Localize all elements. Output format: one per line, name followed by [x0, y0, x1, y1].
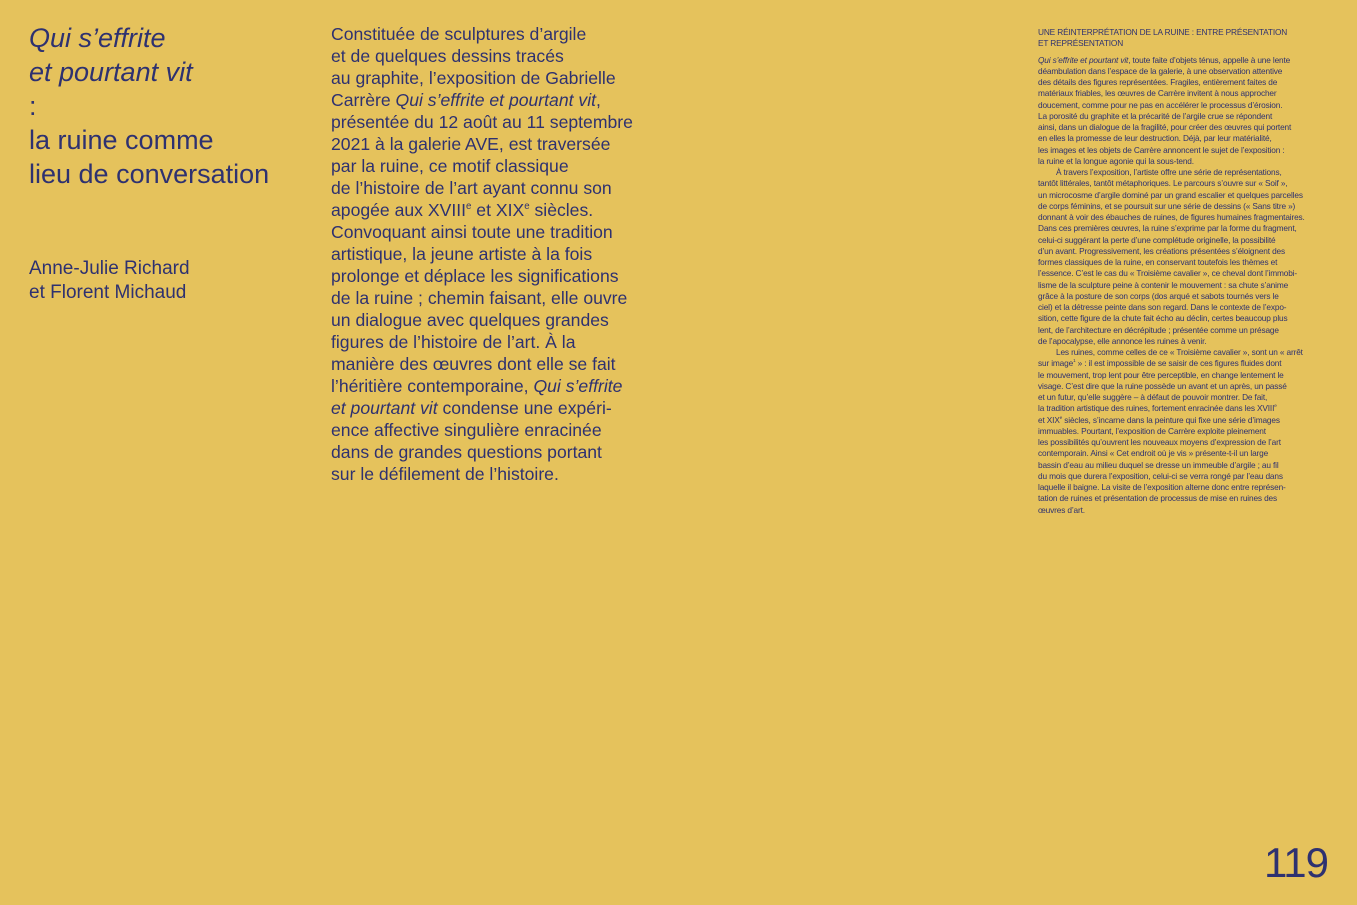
- intro-line: Carrère Qui s’effrite et pourtant vit,: [331, 90, 601, 110]
- intro-line: Constituée de sculptures d’argile: [331, 24, 587, 44]
- intro-paragraph: [331, 23, 631, 485]
- exhibition-title: Qui s’effrite et pourtant vit: [395, 90, 596, 110]
- intro-line: 2021 à la galerie AVE, est traversée: [331, 134, 611, 154]
- paragraph-3: Les ruines, comme celles de ce « Troisième cavalier », sont un « arrêt sur image$^1$ » : il est impossible de se saisir de ces figures fluides dont le mouvement, trop lent pour être perceptible, en change lentement le visage. C’est dire que la ruine possède un avant et un après, un passé et un futur, qu’elle suggère – à défaut de pouvoir montrer. De fait, la tradition artistique des ruines, fortement enracinée dans les XVIIIe et XIXe siècles, s’incarne dans la peinture qui fixe une série d’images immuables. Pourtant, l’exposition de Carrère exploite pleinement les possibilités qu’ouvrent les nouveaux moyens d’expression de l’art contemporain. Ainsi « Cet endroit où je vis » présente-t-il un large bassin d’eau au milieu duquel se dresse un immeuble d’argile ; au fil du mois que durera l’exposition, celui-ci se verra rongé par l’eau dans laquelle il baigne. La visite de l’exposition alterne donc entre représen- tation de ruines et présentation de processus de mise en ruines des œuvres d’art.: [1038, 347, 1303, 515]
- intro-line: manière des œuvres dont elle se fait: [331, 354, 616, 374]
- author-line-2: et Florent Michaud: [29, 282, 187, 303]
- page-number: 119: [1264, 839, 1328, 886]
- title-line-1: la ruine comme: [29, 125, 214, 155]
- intro-line: et pourtant vit condense une expéri-: [331, 398, 612, 418]
- intro-line: de l’histoire de l’art ayant connu son: [331, 178, 612, 198]
- intro-line: et de quelques dessins tracés: [331, 46, 564, 66]
- intro-line: figures de l’histoire de l’art. À la: [331, 332, 576, 352]
- intro-line: un dialogue avec quelques grandes: [331, 310, 609, 330]
- authors: [29, 257, 289, 305]
- body-text-column: [1038, 27, 1333, 516]
- title-colon: :: [29, 91, 37, 121]
- author-line-1: Anne-Julie Richard: [29, 258, 190, 279]
- title-italic-line-2: et pourtant vit: [29, 57, 193, 87]
- intro-line: dans de grandes questions portant: [331, 442, 602, 462]
- intro-line: présentée du 12 août au 11 septembre: [331, 112, 633, 132]
- intro-line: de la ruine ; chemin faisant, elle ouvre: [331, 288, 628, 308]
- paragraph-1: Qui s’effrite et pourtant vit, toute faite d’objets ténus, appelle à une lente déambulation dans l’espace de la galerie, à une observation attentive des détails des figures représentées. Fragiles, entièrement faites de matériaux friables, les œuvres de Carrère invitent à nous approcher doucement, comme pour ne pas en accélérer le processus d’érosion. La porosité du graphite et la précarité de l’argile crue se répondent ainsi, dans un dialogue de la fragilité, pour créer des œuvres qui portent en elles la promesse de leur destruction. Déjà, par leur matérialité, les images et les objets de Carrère annoncent le sujet de l’exposition : la ruine et la longue agonie qui la sous-tend.: [1038, 54, 1292, 166]
- section-heading: UNE RÉINTERPRÉTATION DE LA RUINE : ENTRE PRÉSENTATION ET REPRÉSENTATION: [1038, 27, 1288, 49]
- paragraph-2: À travers l’exposition, l’artiste offre une série de représentations, tantôt littérales, tantôt métaphoriques. Le parcours s’ouvre sur « Soif », un microcosme d’argile dominé par un grand escalier et quelques parcelles de corps féminins, et se poursuit sur une série de dessins (« Sans titre ») donnant à voir des ébauches de ruines, de figures humaines fragmentaires. Dans ces premières œuvres, la ruine s’exprime par la forme du fragment, celui-ci suggérant la perte d’une complétude originelle, la possibilité d’un avant. Progressivement, les créations présentées s’éloignent des formes classiques de la ruine, en conservant toutefois les thèmes et l’essence. C’est le cas du « Troisième cavalier », ce cheval dont l’immobi- lisme de la sculpture peine à contenir le mouvement : sa chute s’anime grâce à la posture de son corps (dos arqué et sabots tournés vers le ciel) et la détresse peinte dans son regard. Dans le contexte de l’expo- sition, cette figure de la chute fait écho au déclin, certes beaucoup plus lent, de l’architecture en décrépitude ; présentée comme un présage de l’apocalypse, elle annonce les ruines à venir.: [1038, 167, 1305, 346]
- intro-line: l’héritière contemporaine, Qui s’effrite: [331, 376, 623, 396]
- title-line-2: lieu de conversation: [29, 159, 270, 189]
- intro-line: apogée aux XVIIIe et XIXe siècles.: [331, 200, 594, 220]
- intro-line: au graphite, l’exposition de Gabrielle: [331, 68, 616, 88]
- intro-line: artistique, la jeune artiste à la fois: [331, 244, 593, 264]
- intro-line: Convoquant ainsi toute une tradition: [331, 222, 613, 242]
- article-title: [29, 21, 309, 191]
- intro-line: ence affective singulière enracinée: [331, 420, 602, 440]
- title-italic-line-1: Qui s’effrite: [29, 23, 166, 53]
- intro-line: prolonge et déplace les significations: [331, 266, 619, 286]
- intro-line: sur le défilement de l’histoire.: [331, 464, 559, 484]
- footnote-ref[interactable]: 1: [1073, 358, 1076, 364]
- intro-line: par la ruine, ce motif classique: [331, 156, 569, 176]
